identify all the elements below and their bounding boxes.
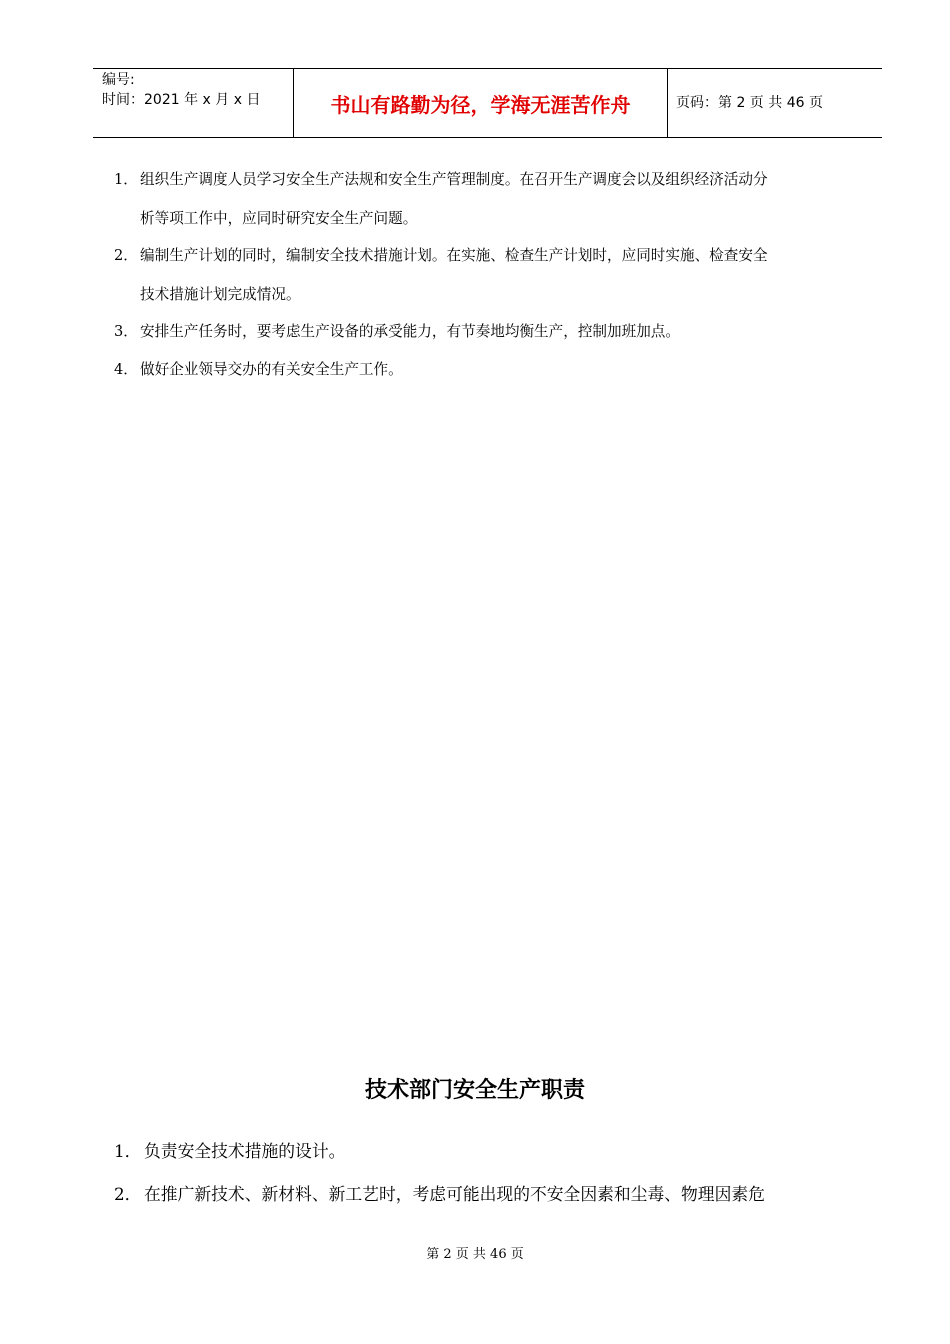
item-number: 2． bbox=[114, 1184, 142, 1204]
item-text-continued: 析等项工作中，应同时研究安全生产问题。 bbox=[140, 210, 418, 227]
list-item bbox=[114, 350, 864, 389]
item-number: 2． bbox=[114, 247, 138, 264]
item-number: 3． bbox=[114, 323, 138, 340]
header-page-info: 页码：第 2 页 共 46 页 bbox=[676, 95, 823, 111]
section-title: 技术部门安全生产职责 bbox=[364, 1078, 585, 1103]
list-item bbox=[114, 1182, 874, 1206]
item-text: 做好企业领导交办的有关安全生产工作。 bbox=[140, 361, 403, 378]
item-text: 在推广新技术、新材料、新工艺时，考虑可能出现的不安全因素和尘毒、物理因素危 bbox=[144, 1184, 765, 1204]
item-number: 1． bbox=[114, 171, 138, 188]
header-motto: 书山有路勤为径，学海无涯苦作舟 bbox=[330, 93, 631, 117]
page-header bbox=[93, 68, 882, 138]
list-item bbox=[114, 236, 864, 314]
header-middle-cell bbox=[293, 69, 668, 137]
header-left-cell bbox=[93, 69, 293, 137]
item-number: 4． bbox=[114, 361, 138, 378]
item-number: 1． bbox=[114, 1141, 142, 1161]
list-item bbox=[114, 1139, 874, 1163]
serial-label: 编号: bbox=[102, 72, 135, 88]
list-item bbox=[114, 160, 864, 238]
item-text-continued: 技术措施计划完成情况。 bbox=[140, 286, 301, 303]
list-item bbox=[114, 312, 864, 351]
item-text: 组织生产调度人员学习安全生产法规和安全生产管理制度。在召开生产调度会以及组织经济活动分 bbox=[140, 171, 768, 188]
page-footer: 第 2 页 共 46 页 bbox=[426, 1247, 524, 1262]
header-right-cell bbox=[667, 69, 882, 137]
item-text: 编制生产计划的同时，编制安全技术措施计划。在实施、检查生产计划时，应同时实施、检查安全 bbox=[140, 247, 768, 264]
time-label: 时间：2021 年 x 月 x 日 bbox=[102, 92, 261, 108]
item-text: 安排生产任务时，要考虑生产设备的承受能力，有节奏地均衡生产，控制加班加点。 bbox=[140, 323, 680, 340]
item-text: 负责安全技术措施的设计。 bbox=[144, 1141, 346, 1161]
